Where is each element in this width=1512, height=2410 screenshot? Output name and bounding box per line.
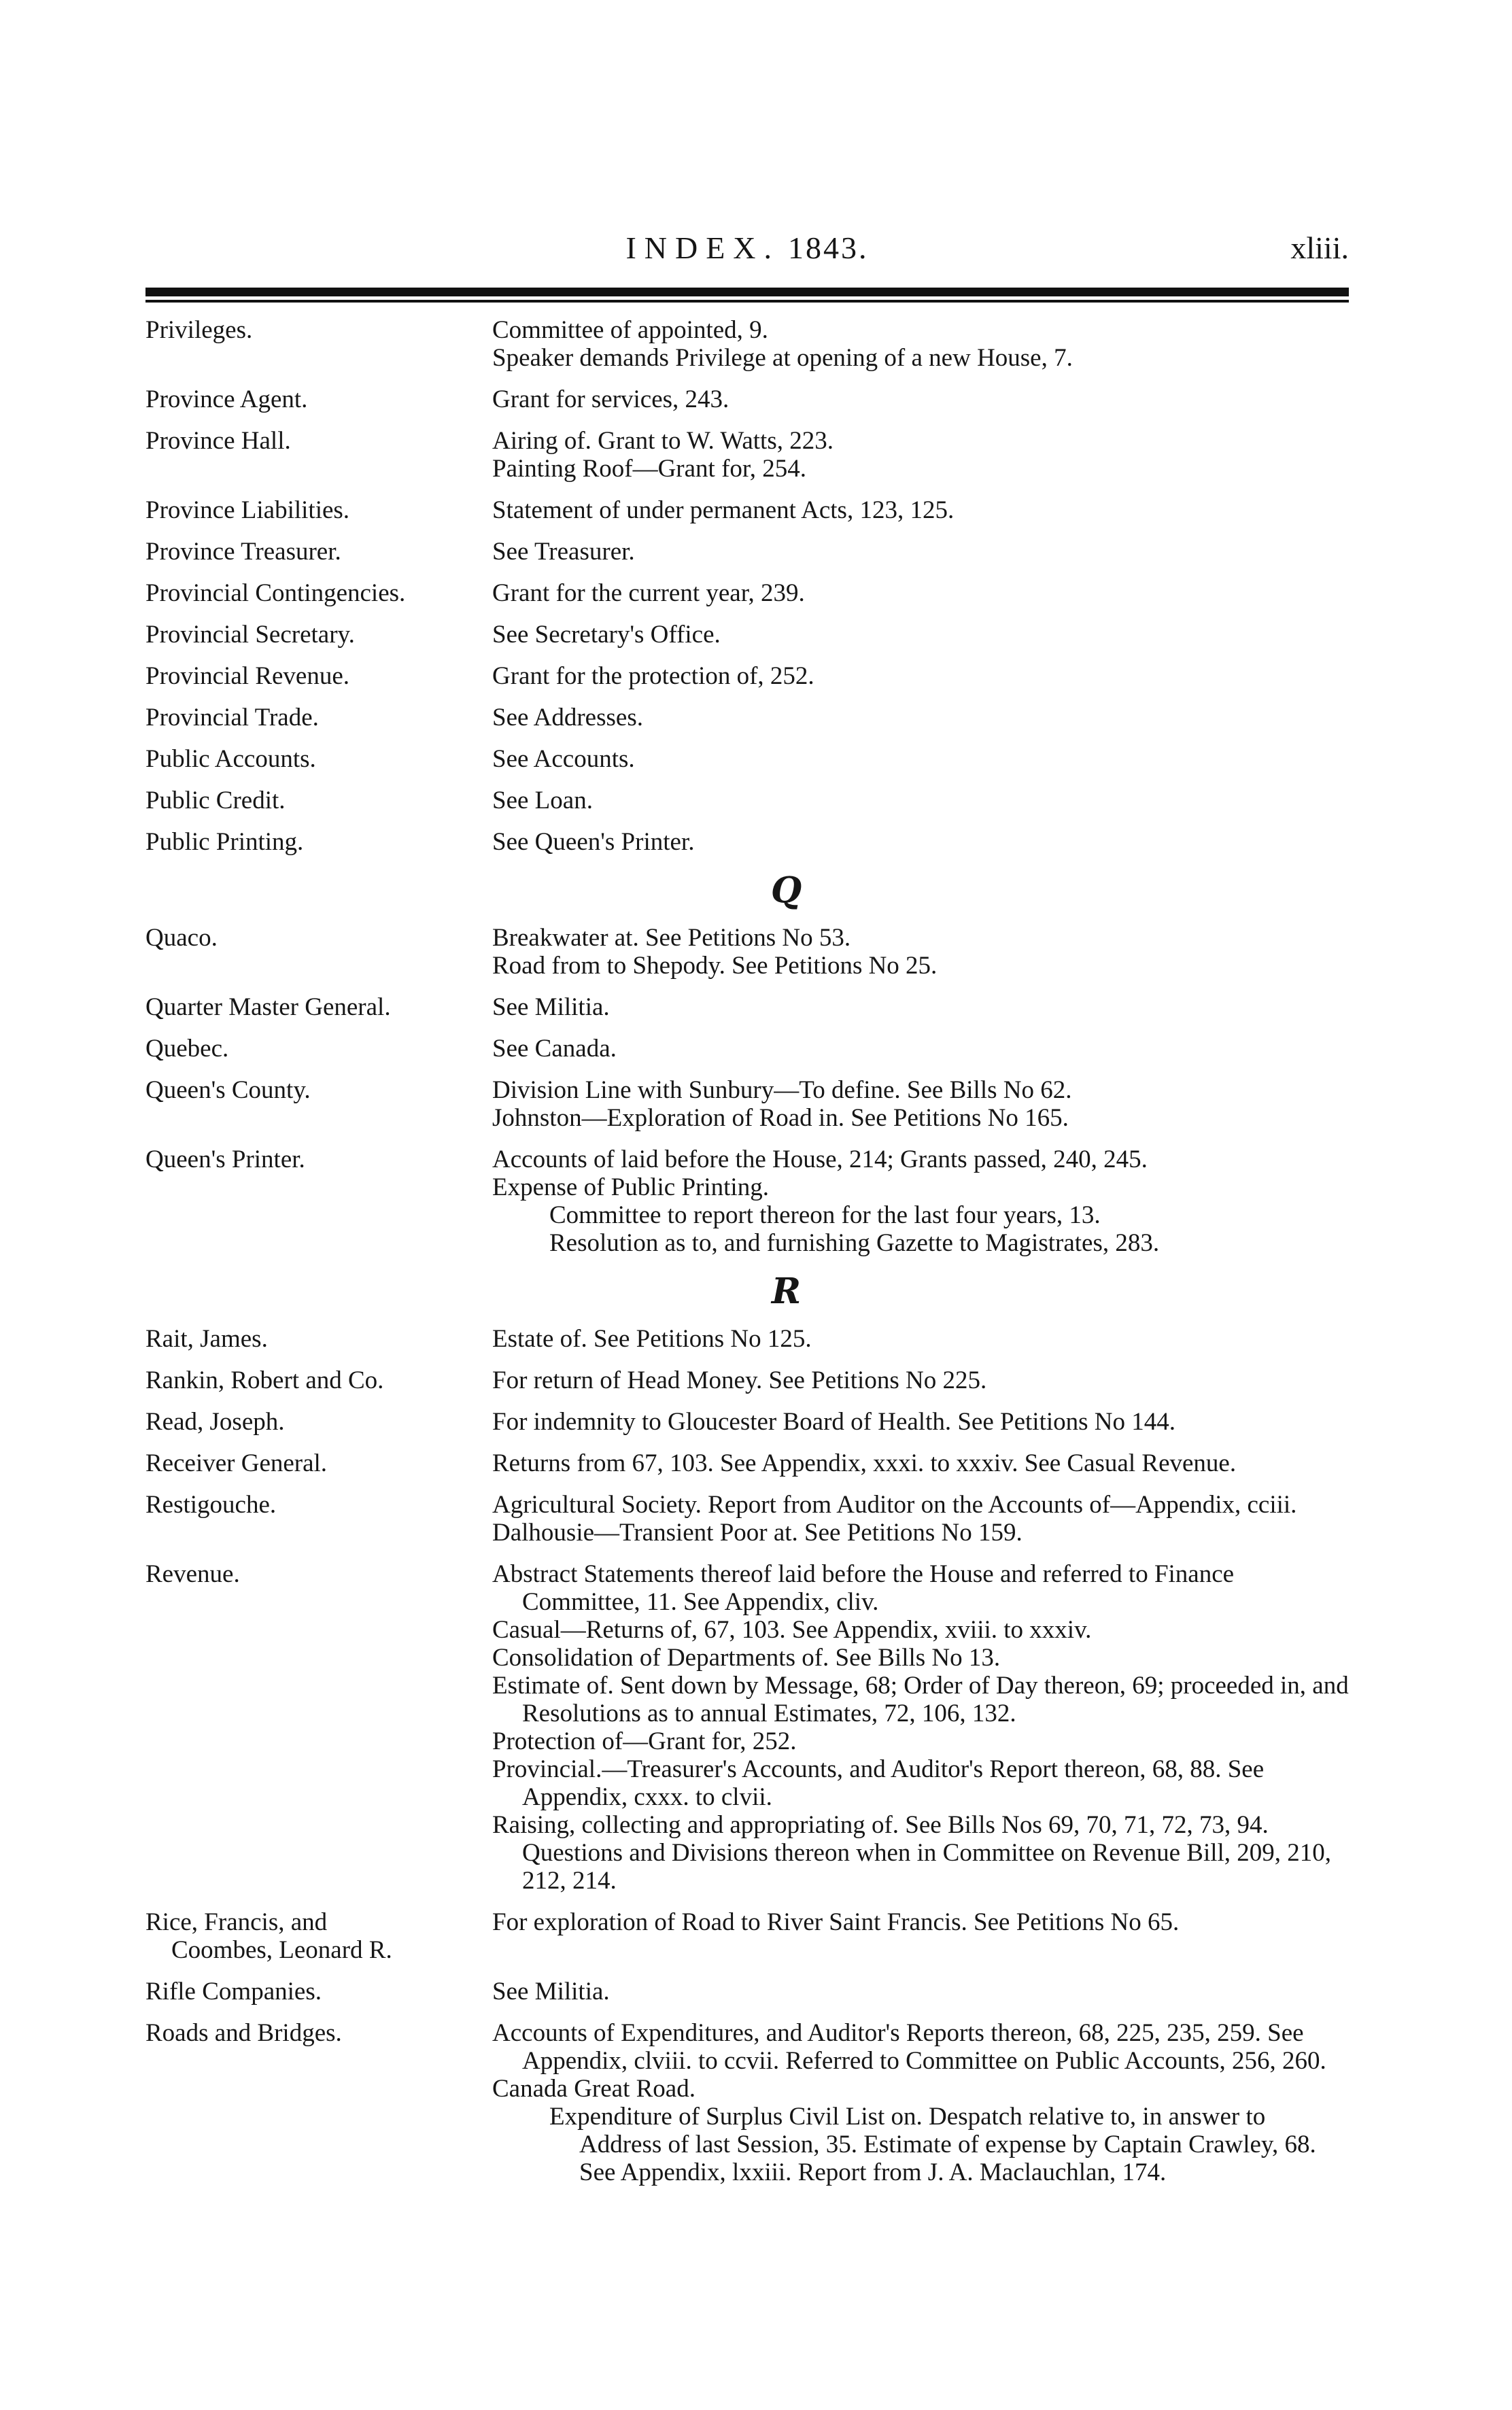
subentry: Casual—Returns of, 67, 103. See Appendix, xviii. to xxxiv. (492, 1616, 1092, 1644)
title-word: INDEX. (625, 230, 780, 265)
entry-heading (145, 2019, 492, 2186)
subentry: Statement of under permanent Acts, 123, 125. (492, 496, 955, 524)
entry-heading (145, 427, 492, 483)
entry-heading-text: Privileges. (145, 316, 253, 344)
entry-heading (145, 787, 492, 814)
index-entry (145, 787, 1352, 814)
subentry: Agricultural Society. Report from Auditor on the Accounts of—Appendix, cciii. (492, 1491, 1297, 1519)
entry-heading (145, 621, 492, 649)
subentry: Accounts of laid before the House, 214; Grants passed, 240, 245. (492, 1146, 1148, 1173)
subentry: Canada Great Road. (492, 2075, 695, 2103)
entry-subentries (492, 828, 1352, 856)
entry-subentries (492, 2019, 1352, 2186)
index-body (145, 316, 1352, 2200)
page-number: xliii. (1290, 230, 1349, 265)
subentry: Airing of. Grant to W. Watts, 223. (492, 427, 834, 455)
entry-heading (145, 496, 492, 524)
entry-heading-text: Provincial Contingencies. (145, 579, 406, 607)
entry-subentries (492, 704, 1352, 731)
index-entry (145, 993, 1352, 1021)
entry-heading (145, 1908, 492, 1964)
entry-heading (145, 993, 492, 1021)
index-entry (145, 1491, 1352, 1547)
entry-heading (145, 1325, 492, 1353)
subentry: Speaker demands Privilege at opening of a new House, 7. (492, 344, 1073, 372)
subentry: See Militia. (492, 1978, 610, 2006)
subentry: See Secretary's Office. (492, 621, 721, 649)
entry-subentries (492, 538, 1352, 566)
index-entry (145, 1408, 1352, 1436)
entry-heading-text: Public Printing. (145, 828, 304, 856)
entry-subentries (492, 496, 1352, 524)
subentry: See Addresses. (492, 704, 643, 731)
entry-heading (145, 924, 492, 980)
entry-heading-text: Public Accounts. (145, 745, 316, 773)
subentry: See Accounts. (492, 745, 635, 773)
header-rule-thin (145, 300, 1349, 303)
entry-heading-text: Public Credit. (145, 787, 286, 814)
entry-subentries (492, 1978, 1352, 2006)
entry-subentries (492, 385, 1352, 413)
subentry: Protection of—Grant for, 252. (492, 1727, 797, 1755)
section-letter-glyph: R (771, 1271, 802, 1312)
index-entry (145, 2019, 1352, 2186)
subentry: Estate of. See Petitions No 125. (492, 1325, 812, 1353)
entry-heading-text: Receiver General. (145, 1449, 328, 1477)
subentry: Johnston—Exploration of Road in. See Petitions No 165. (492, 1104, 1069, 1132)
entry-heading-text: Queen's Printer. (145, 1146, 305, 1173)
entry-heading (145, 1076, 492, 1132)
index-entry (145, 1035, 1352, 1063)
entry-heading (145, 316, 492, 372)
subentry: Dalhousie—Transient Poor at. See Petitions No 159. (492, 1519, 1023, 1547)
section-letter (145, 867, 1352, 914)
entry-heading-text: Roads and Bridges. (145, 2019, 342, 2047)
entry-subentries (492, 427, 1352, 483)
section-letter (145, 1268, 1352, 1315)
entry-subentries (492, 579, 1352, 607)
entry-subentries (492, 1491, 1352, 1547)
index-entry (145, 1449, 1352, 1477)
entry-heading (145, 1560, 492, 1895)
entry-subentries (492, 924, 1352, 980)
index-entry (145, 1560, 1352, 1895)
subentry: See Militia. (492, 993, 610, 1021)
entry-heading (145, 662, 492, 690)
index-entry (145, 1978, 1352, 2006)
entry-subentries (492, 662, 1352, 690)
subentry: Breakwater at. See Petitions No 53. (492, 924, 851, 952)
entry-subentries (492, 1076, 1352, 1132)
index-entry (145, 316, 1352, 372)
subentry: Expense of Public Printing. (492, 1173, 769, 1201)
running-head (145, 230, 1349, 277)
entry-subentries (492, 1325, 1352, 1353)
subentry: See Treasurer. (492, 538, 635, 566)
entry-heading-text: Rait, James. (145, 1325, 268, 1353)
entry-heading-text: Provincial Secretary. (145, 621, 355, 649)
entry-subentries (492, 745, 1352, 773)
entry-heading (145, 1978, 492, 2006)
entry-heading (145, 1491, 492, 1547)
entry-heading-text: Provincial Trade. (145, 704, 319, 731)
subentry: Grant for the current year, 239. (492, 579, 805, 607)
index-entry (145, 745, 1352, 773)
subentry: Estimate of. Sent down by Message, 68; Order of Day thereon, 69; proceeded in, and Resolutions as to annual Estimates, 72, 106, 132. (492, 1672, 1349, 1727)
subentry: Expenditure of Surplus Civil List on. Despatch relative to, in answer to Address of last Session, 35. Estimate of expense by Captain Crawley, 68. See Appendix, lxxiii. Report from J. A. Maclauchlan, 174. (549, 2103, 1316, 2186)
subentry: For indemnity to Gloucester Board of Health. See Petitions No 144. (492, 1408, 1176, 1436)
entry-subentries (492, 993, 1352, 1021)
index-entry (145, 704, 1352, 731)
entry-subentries (492, 1449, 1352, 1477)
entry-subentries (492, 1035, 1352, 1063)
entry-subentries (492, 316, 1352, 372)
index-entry (145, 427, 1352, 483)
entry-heading-text: Queen's County. (145, 1076, 311, 1104)
entry-heading (145, 579, 492, 607)
subentry: Returns from 67, 103. See Appendix, xxxi. to xxxiv. See Casual Revenue. (492, 1449, 1237, 1477)
entry-heading-text: Rice, Francis, and (145, 1908, 328, 1936)
entry-heading (145, 745, 492, 773)
subentry: Division Line with Sunbury—To define. See Bills No 62. (492, 1076, 1072, 1104)
entry-heading-text: Province Liabilities. (145, 496, 350, 524)
entry-heading (145, 385, 492, 413)
subentry: See Loan. (492, 787, 593, 814)
entry-heading-text: Province Agent. (145, 385, 308, 413)
index-entry (145, 828, 1352, 856)
header-rule-thick (145, 288, 1349, 296)
subentry: Grant for services, 243. (492, 385, 729, 413)
entry-heading-text: Rifle Companies. (145, 1978, 322, 2006)
entry-heading-text: Quarter Master General. (145, 993, 391, 1021)
index-entry (145, 924, 1352, 980)
entry-heading-text: Province Treasurer. (145, 538, 341, 566)
entry-subentries (492, 1366, 1352, 1394)
entry-heading (145, 1366, 492, 1394)
index-entry (145, 1076, 1352, 1132)
title-year: 1843. (788, 230, 869, 265)
index-entry (145, 1325, 1352, 1353)
entry-subentries (492, 1560, 1352, 1895)
subentry: Grant for the protection of, 252. (492, 662, 814, 690)
subentry: Committee of appointed, 9. (492, 316, 768, 344)
section-letter-glyph: Q (770, 870, 802, 911)
index-entry (145, 1146, 1352, 1257)
subentry: Resolution as to, and furnishing Gazette to Magistrates, 283. (549, 1229, 1160, 1257)
subentry: Raising, collecting and appropriating of. See Bills Nos 69, 70, 71, 72, 73, 94. Questions and Divisions thereon when in Committee on Revenue Bill, 209, 210, 212, 214. (492, 1811, 1332, 1895)
subentry: For return of Head Money. See Petitions No 225. (492, 1366, 987, 1394)
entry-heading (145, 1035, 492, 1063)
subentry: For exploration of Road to River Saint Francis. See Petitions No 65. (492, 1908, 1180, 1936)
entry-subentries (492, 621, 1352, 649)
entry-heading (145, 1408, 492, 1436)
index-entry (145, 1908, 1352, 1964)
index-entry (145, 621, 1352, 649)
subentry: See Queen's Printer. (492, 828, 695, 856)
index-entry (145, 579, 1352, 607)
page-title (145, 230, 1349, 266)
subentry: Road from to Shepody. See Petitions No 25. (492, 952, 938, 980)
subentry: Committee to report thereon for the last four years, 13. (549, 1201, 1101, 1229)
entry-heading-text: Quebec. (145, 1035, 229, 1063)
entry-heading (145, 828, 492, 856)
entry-subentries (492, 1146, 1352, 1257)
index-entry (145, 538, 1352, 566)
entry-heading-text: Revenue. (145, 1560, 240, 1588)
index-entry (145, 1366, 1352, 1394)
entry-heading-text: Restigouche. (145, 1491, 277, 1519)
subentry: Consolidation of Departments of. See Bills No 13. (492, 1644, 1001, 1672)
index-entry (145, 662, 1352, 690)
entry-heading-text: Rankin, Robert and Co. (145, 1366, 384, 1394)
entry-subentries (492, 1408, 1352, 1436)
entry-heading (145, 1146, 492, 1257)
entry-heading-text: Read, Joseph. (145, 1408, 285, 1436)
entry-heading-continuation: Coombes, Leonard R. (171, 1936, 392, 1964)
entry-heading-text: Quaco. (145, 924, 218, 952)
entry-heading (145, 704, 492, 731)
entry-heading (145, 1449, 492, 1477)
subentry: See Canada. (492, 1035, 617, 1063)
subentry: Painting Roof—Grant for, 254. (492, 455, 806, 483)
entry-heading (145, 538, 492, 566)
entry-heading-text: Provincial Revenue. (145, 662, 350, 690)
entry-subentries (492, 787, 1352, 814)
entry-subentries (492, 1908, 1352, 1964)
index-entry (145, 496, 1352, 524)
entry-heading-text: Province Hall. (145, 427, 291, 455)
subentry: Abstract Statements thereof laid before the House and referred to Finance Committee, 11. See Appendix, cliv. (492, 1560, 1235, 1616)
index-entry (145, 385, 1352, 413)
subentry: Provincial.—Treasurer's Accounts, and Auditor's Report thereon, 68, 88. See Appendix, cxxx. to clvii. (492, 1755, 1265, 1811)
subentry: Accounts of Expenditures, and Auditor's Reports thereon, 68, 225, 235, 259. See Appendix, clviii. to ccvii. Referred to Committee on Public Accounts, 256, 260. (492, 2019, 1326, 2075)
